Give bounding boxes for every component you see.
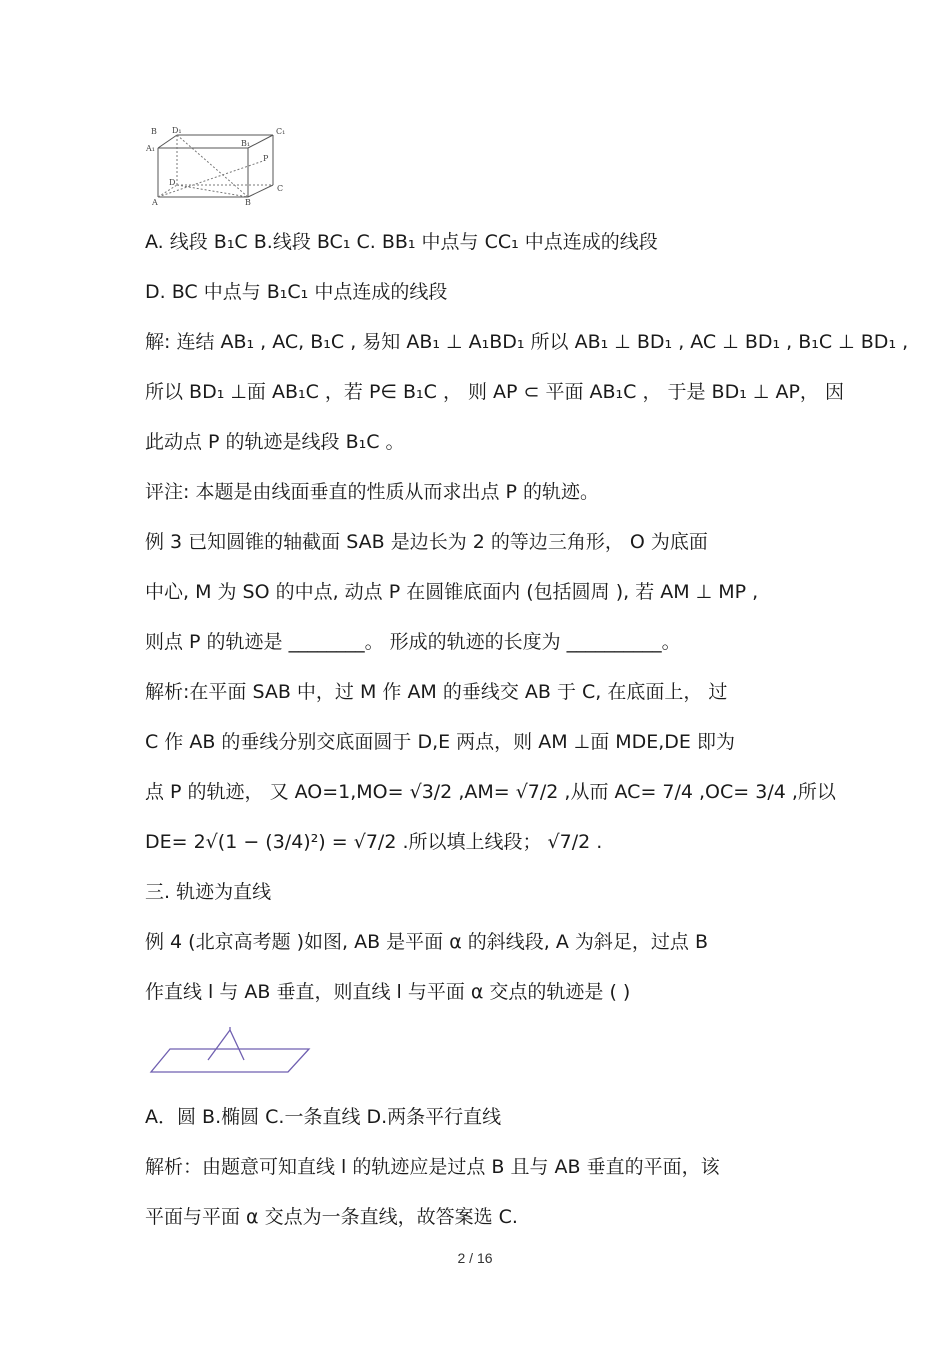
example3-line-2: 中心, M 为 SO 的中点, 动点 P 在圆锥底面内 (包括圆周 ), 若 AM ⊥ MP , — [145, 581, 759, 603]
cuboid-figure — [145, 125, 295, 210]
solution-line-1: 解: 连结 AB₁ , AC, B₁C , 易知 AB₁ ⊥ A₁BD₁ 所以 AB₁ ⊥ BD₁ , AC ⊥ BD₁ , B₁C ⊥ BD₁ , — [145, 331, 909, 353]
analysis3-line-3: 点 P 的轨迹， 又 AO=1,MO= √3/2 ,AM= √7/2 ,从而 AC= 7/4 ,OC= 3/4 ,所以 — [145, 781, 836, 803]
label-c1: C₁ — [276, 127, 286, 136]
section-heading: 三. 轨迹为直线 — [145, 881, 272, 903]
comment-line: 评注: 本题是由线面垂直的性质从而求出点 P 的轨迹。 — [145, 481, 599, 503]
solution-line-3: 此动点 P 的轨迹是线段 B₁C 。 — [145, 431, 405, 453]
example4-line-1: 例 4 (北京高考题 )如图, AB 是平面 α 的斜线段, A 为斜足，过点 B — [145, 931, 708, 953]
analysis3-line-2: C 作 AB 的垂线分别交底面圆于 D,E 两点，则 AM ⊥面 MDE,DE 即为 — [145, 731, 735, 753]
example3-line-3: 则点 P 的轨迹是 ________。 形成的轨迹的长度为 __________。 — [145, 631, 681, 653]
page-number: 2 / 16 — [457, 1250, 493, 1266]
label-b1-right: B₁ — [241, 139, 251, 148]
label-d1: D₁ — [172, 126, 182, 135]
label-d: D — [169, 178, 176, 187]
label-c: C — [277, 184, 284, 193]
example4-line-2: 作直线 l 与 AB 垂直，则直线 l 与平面 α 交点的轨迹是 ( ) — [145, 981, 631, 1003]
analysis3-line-1: 解析:在平面 SAB 中，过 M 作 AM 的垂线交 AB 于 C, 在底面上， 过 — [145, 681, 728, 703]
options-line-2: D. BC 中点与 B₁C₁ 中点连成的线段 — [145, 281, 448, 303]
example4-options: A．圆 B.椭圆 C.一条直线 D.两条平行直线 — [145, 1106, 502, 1128]
analysis4-line-2: 平面与平面 α 交点为一条直线，故答案选 C. — [145, 1206, 518, 1228]
example3-line-1: 例 3 已知圆锥的轴截面 SAB 是边长为 2 的等边三角形， O 为底面 — [145, 531, 708, 553]
label-a: A — [152, 198, 158, 207]
label-b: B — [245, 198, 251, 207]
analysis3-line-4: DE= 2√(1 − (3/4)²) = √7/2 .所以填上线段； √7/2 . — [145, 831, 603, 853]
solution-line-2: 所以 BD₁ ⊥面 AB₁C ，若 P∈ B₁C ， 则 AP ⊂ 平面 AB₁C ， 于是 BD₁ ⊥ AP， 因 — [145, 381, 844, 403]
label-a1: A₁ — [146, 144, 155, 153]
options-line-1: A. 线段 B₁C B.线段 BC₁ C. BB₁ 中点与 CC₁ 中点连成的线段 — [145, 231, 658, 253]
analysis4-line-1: 解析：由题意可知直线 l 的轨迹应是过点 B 且与 AB 垂直的平面，该 — [145, 1156, 720, 1178]
label-b1-topleft: B — [151, 127, 157, 136]
label-p: P — [263, 154, 269, 163]
plane-figure — [148, 1022, 313, 1077]
